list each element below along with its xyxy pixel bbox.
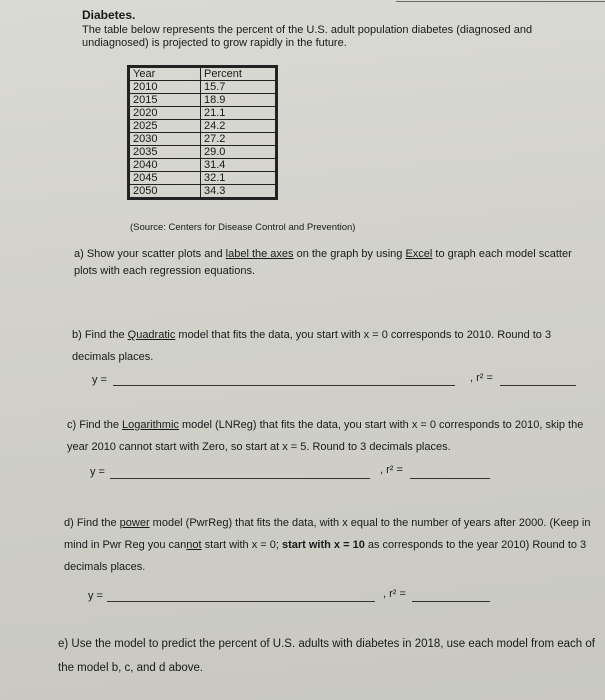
question-d bbox=[64, 512, 594, 578]
question-d-text: d) Find the bbox=[64, 517, 120, 529]
question-a bbox=[74, 246, 579, 280]
answer-c-r-label: , r² = bbox=[380, 464, 403, 476]
question-e: e) Use the model to predict the percent of U.S. adults with diabetes in 2018, use each model from each of the model b, c, and d above. bbox=[58, 638, 595, 674]
table-cell: 2030 bbox=[130, 133, 201, 146]
question-a-underlined: label the axes bbox=[225, 248, 294, 260]
doc-intro: The table below represents the percent of the U.S. adult population diabetes (diagnosed and undiagnosed) is projected to grow rapidly in the future. bbox=[82, 24, 533, 49]
table-source: (Source: Centers for Disease Control and Prevention) bbox=[130, 222, 356, 233]
table-cell: 2035 bbox=[130, 146, 201, 159]
question-a-text: a) Show your scatter plots and bbox=[74, 248, 226, 260]
question-b bbox=[72, 324, 592, 368]
question-c-text: c) Find the bbox=[67, 419, 123, 431]
table-cell: 27.2 bbox=[201, 133, 276, 146]
table-header-row bbox=[130, 68, 276, 81]
question-d-underlined: not bbox=[186, 539, 202, 551]
table-cell: 2010 bbox=[130, 81, 201, 94]
answer-d-y-line[interactable] bbox=[107, 601, 375, 602]
data-table bbox=[129, 67, 276, 198]
table-cell: 32.1 bbox=[201, 172, 276, 185]
table-row bbox=[130, 133, 276, 146]
answer-d-y-label: y = bbox=[88, 590, 103, 602]
table-cell: 18.9 bbox=[201, 94, 276, 107]
table-cell: 34.3 bbox=[201, 185, 276, 198]
table-cell: 2045 bbox=[130, 172, 201, 185]
table-cell: 24.2 bbox=[201, 120, 276, 133]
table-cell: 2025 bbox=[130, 120, 201, 133]
table-cell: 15.7 bbox=[201, 81, 276, 94]
answer-d-r-label: , r² = bbox=[383, 588, 406, 600]
table-cell: 2040 bbox=[130, 159, 201, 172]
table-row bbox=[130, 185, 276, 198]
answer-b-y-label: y = bbox=[92, 374, 107, 386]
question-d-text: start with x = 0; bbox=[201, 539, 282, 551]
question-d-bold: start with x = 10 bbox=[281, 539, 365, 551]
answer-c-r-line[interactable] bbox=[410, 478, 490, 479]
answer-c-y-line[interactable] bbox=[110, 478, 370, 479]
question-b-text: model that fits the data, you start with x = 0 corresponds to 2010. Round to 3 decimals places. bbox=[72, 329, 552, 363]
table-row bbox=[130, 107, 276, 120]
question-d-underlined: power bbox=[119, 517, 150, 529]
doc-title: Diabetes. bbox=[82, 8, 136, 22]
table-cell: 2020 bbox=[130, 107, 201, 120]
question-b-underlined: Quadratic bbox=[127, 329, 176, 341]
question-b-text: b) Find the bbox=[72, 329, 128, 341]
table-cell: 2050 bbox=[130, 185, 201, 198]
table-header-percent: Percent bbox=[201, 68, 276, 81]
answer-b-y-line[interactable] bbox=[113, 385, 455, 386]
question-a-underlined: Excel bbox=[405, 248, 433, 260]
question-d-text: as corresponds to the year 2010) Round to 3 decimals places. bbox=[64, 539, 587, 573]
table-row bbox=[130, 159, 276, 172]
question-a-text: to graph each model scatter plots with each regression equations. bbox=[74, 248, 572, 277]
answer-b-r-line[interactable] bbox=[500, 385, 576, 386]
answer-c-y-label: y = bbox=[90, 466, 105, 478]
table-cell: 31.4 bbox=[201, 159, 276, 172]
table-row bbox=[130, 94, 276, 107]
question-c-underlined: Logarithmic bbox=[122, 419, 179, 431]
question-d-text: model (PwrReg) that fits the data, with x equal to the number of years after 2000. (Keep in mind in Pwr Reg you can bbox=[64, 517, 591, 551]
answer-d-r-line[interactable] bbox=[412, 601, 490, 602]
table-cell: 29.0 bbox=[201, 146, 276, 159]
table-cell: 2015 bbox=[130, 94, 201, 107]
table-row bbox=[130, 146, 276, 159]
table-row bbox=[130, 120, 276, 133]
question-a-text: on the graph by using bbox=[293, 248, 406, 260]
table-row bbox=[130, 172, 276, 185]
question-c-text: model (LNReg) that fits the data, you start with x = 0 corresponds to 2010, skip the year 2010 cannot start with Zero, so start at x = 5. Round to 3 decimals places. bbox=[67, 419, 584, 453]
question-c bbox=[67, 414, 597, 458]
table-header-year: Year bbox=[130, 68, 201, 81]
top-rule bbox=[396, 1, 605, 2]
table-row bbox=[130, 81, 276, 94]
answer-b-r-label: , r² = bbox=[470, 372, 493, 384]
table-cell: 21.1 bbox=[201, 107, 276, 120]
